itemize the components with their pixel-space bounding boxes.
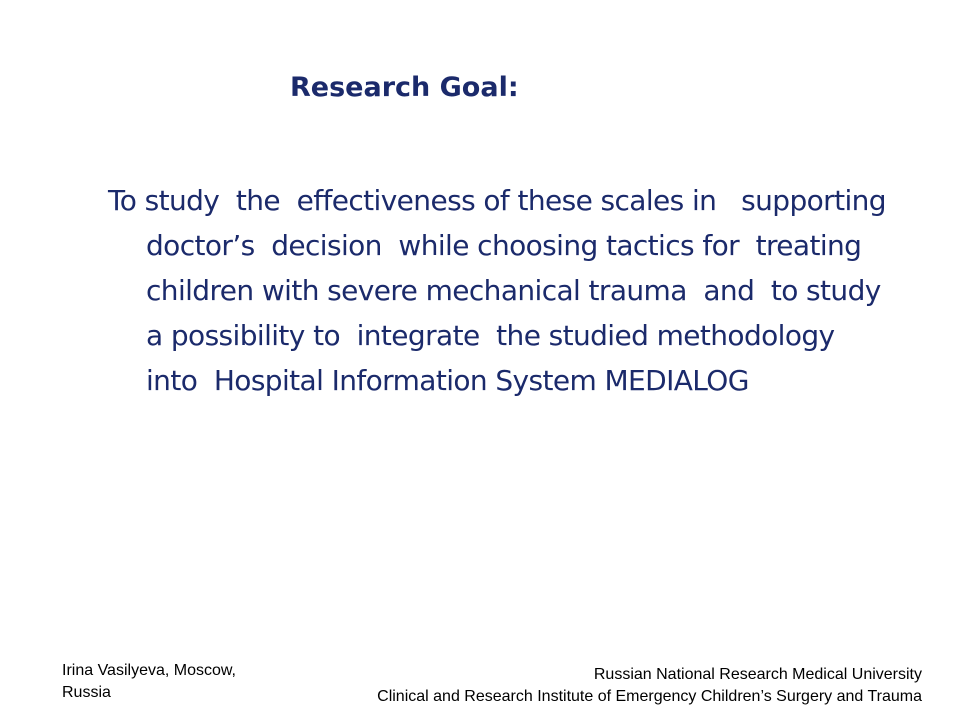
footer-author-line-2: Russia — [62, 684, 111, 701]
slide-title: Research Goal: — [290, 72, 519, 103]
footer-author — [62, 660, 236, 704]
footer-institution — [377, 664, 922, 708]
footer-author-line-1: Irina Vasilyeva, Moscow, — [62, 662, 236, 679]
footer-institution-line-1: Russian National Research Medical University — [593, 666, 922, 683]
footer-institution-line-2: Clinical and Research Institute of Emergency Children’s Surgery and Trauma — [377, 688, 922, 705]
research-goal-text: To study the effectiveness of these scales in supporting doctor’s decision while choosing tactics for treating children with severe mechanical trauma and to study a possibility to integrate the studied methodology into Hospital Information System MEDIALOG — [108, 184, 895, 397]
